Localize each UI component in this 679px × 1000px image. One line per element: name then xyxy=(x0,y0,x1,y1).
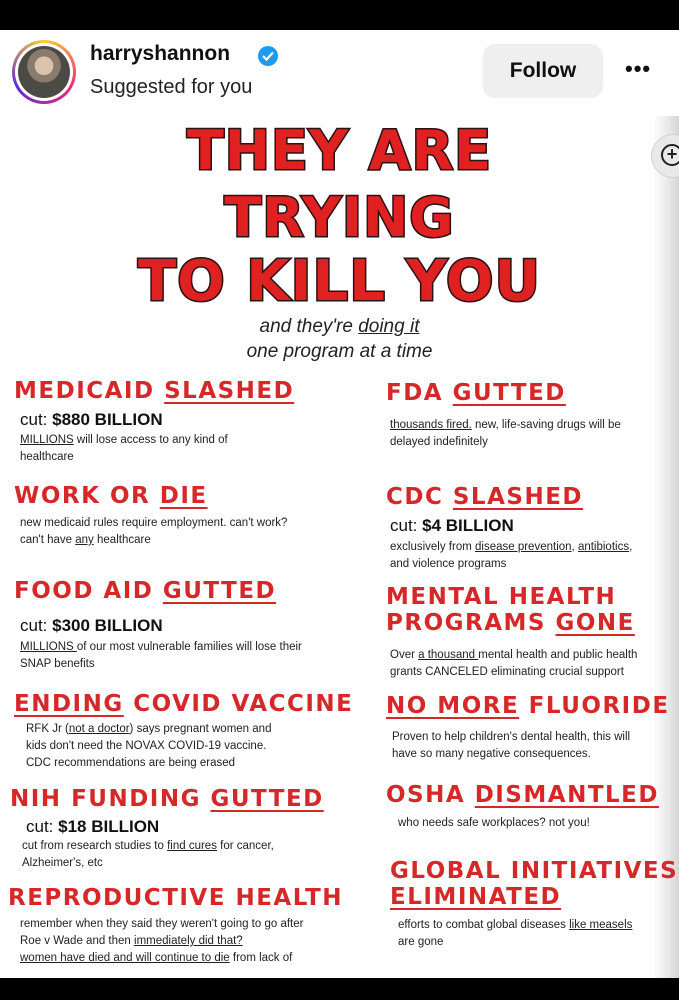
desc-food-aid: MILLIONS of our most vulnerable families will lose their SNAP benefits xyxy=(20,641,302,670)
section-title-fda: FDA GUTTED xyxy=(386,380,566,406)
section-title-global-initiatives: GLOBAL INITIATIVES xyxy=(390,858,679,884)
more-options-icon[interactable]: ••• xyxy=(625,56,652,81)
post-header xyxy=(0,30,679,116)
zoom-in-icon[interactable]: + xyxy=(651,134,679,178)
section-title-mental-health: MENTAL HEALTH xyxy=(386,584,617,610)
section-title-fluoride: NO MORE FLUORIDE xyxy=(386,693,670,719)
headline-line-2: TRYING xyxy=(224,186,455,249)
suggested-label: Suggested for you xyxy=(90,76,253,98)
tagline-line-2: one program at a time xyxy=(246,341,433,362)
desc-fluoride: Proven to help children's dental health, this will have so many negative consequences. xyxy=(392,731,631,760)
avatar[interactable] xyxy=(12,40,76,104)
desc-work-or-die: new medicaid rules require employment. can't work? can't have any healthcare xyxy=(20,517,288,546)
section-title-medicaid: MEDICAID SLASHED xyxy=(14,378,295,404)
post-image[interactable] xyxy=(0,116,679,978)
desc-osha: who needs safe workplaces? not you! xyxy=(398,817,590,829)
desc-nih-funding: cut from research studies to find cures for cancer, Alzheimer's, etc xyxy=(22,840,274,869)
section-title-work-or-die: WORK OR DIE xyxy=(14,483,208,509)
desc-fda: thousands fired. new, life-saving drugs will be delayed indefinitely xyxy=(390,419,621,448)
tagline-line-1: and they're doing it xyxy=(259,316,420,337)
desc-reproductive-health: remember when they said they weren't going to go after Roe v Wade and then immediately did that? women have died and will continue to die from lack of xyxy=(20,918,304,964)
section-title-covid-vaccine: ENDING COVID VACCINE xyxy=(14,691,354,717)
bottom-bar xyxy=(0,978,679,1000)
status-bar xyxy=(0,0,679,30)
username[interactable]: harryshannon xyxy=(90,42,231,65)
cut-amount-medicaid: cut: $880 BILLION xyxy=(20,410,163,429)
cut-amount-cdc: cut: $4 BILLION xyxy=(390,516,514,535)
desc-covid-vaccine: RFK Jr (not a doctor) says pregnant women and kids don't need the NOVAX COVID-19 vaccine. CDC recommendations are being erased xyxy=(26,723,272,769)
section-title-mental-health-line-2: PROGRAMS GONE xyxy=(386,610,635,636)
headline-line-1: THEY ARE xyxy=(186,119,493,182)
section-title-food-aid: FOOD AID GUTTED xyxy=(14,578,277,604)
section-title-global-initiatives-line-2: ELIMINATED xyxy=(390,884,562,910)
desc-cdc: exclusively from disease prevention, antibiotics, and violence programs xyxy=(390,541,633,570)
desc-mental-health: Over a thousand mental health and public health grants CANCELED eliminating crucial support xyxy=(390,649,638,678)
section-title-cdc: CDC SLASHED xyxy=(386,484,583,510)
section-title-reproductive-health: REPRODUCTIVE HEALTH xyxy=(8,885,344,911)
desc-medicaid: MILLIONS will lose access to any kind of healthcare xyxy=(20,434,228,463)
section-title-nih-funding: NIH FUNDING GUTTED xyxy=(10,786,324,812)
verified-badge-icon xyxy=(258,46,278,66)
follow-button[interactable]: Follow xyxy=(483,44,603,98)
headline-line-3: TO KILL YOU xyxy=(137,249,542,314)
section-title-osha: OSHA DISMANTLED xyxy=(386,782,659,808)
desc-global-initiatives: efforts to combat global diseases like measels are gone xyxy=(398,919,633,948)
cut-amount-nih: cut: $18 BILLION xyxy=(26,817,160,836)
cut-amount-food-aid: cut: $300 BILLION xyxy=(20,616,163,635)
